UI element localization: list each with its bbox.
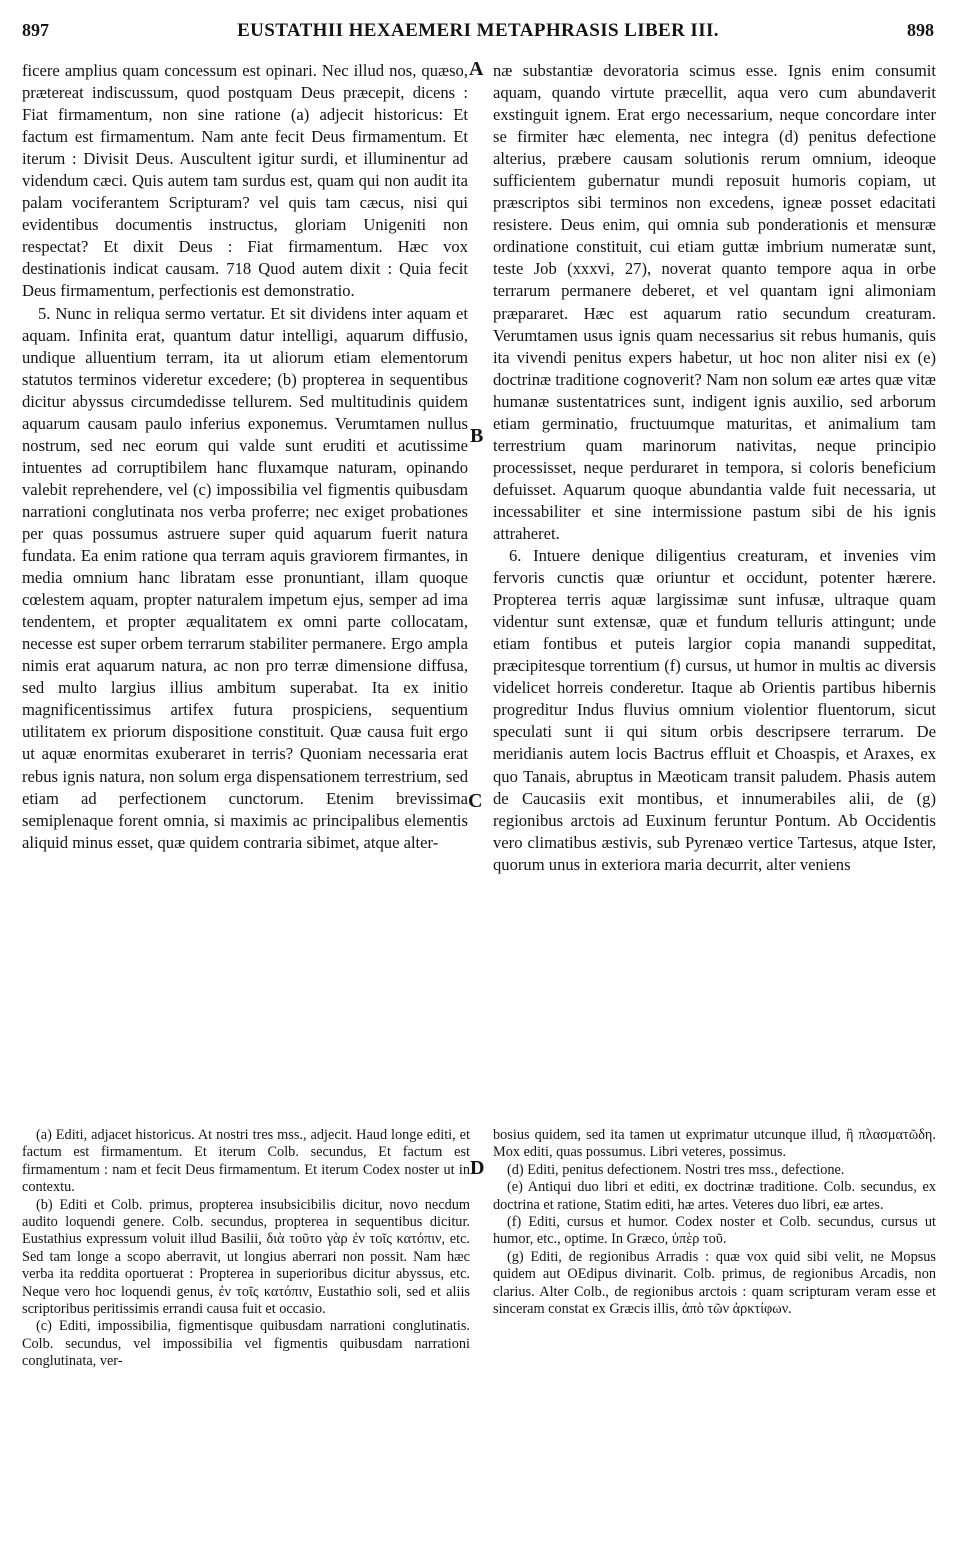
margin-letter-d: D (470, 1157, 485, 1179)
left-paragraph-2: 5. Nunc in reliqua sermo vertatur. Et sit dividens inter aquam et aquam. Infinita erat, quantum datur intelligi, aquarum diffusio, undique alluentium terram, ita ut aliorum etiam elementorum statutos terminos videretur excedere; (b) propterea in sequentibus dicitur abyssus circumdedisse tellurem. Sed multitudinis quidem aquarum causam paulo inferius exponemus. Verumtamen nullus nostrum, sed nec eorum qui valde sunt eruditi et acutissime intuentes ad corruptibilem hanc fluxamque naturam, opinando valebit reprehendere, vel (c) impossibilia vel figmentis quibusdam narrationi conglutinata nos verba proferre; nec exiget probationes per quas possumus astruere super quid aquarum fuerit natura fundata. Ea enim ratione qua terram aquis graviorem firmantes, in media omnium hanc libratam esse pronuntiant, illam quoque cœlestem aquam, propter naturalem impetum ejus, semper ad ima tendentem, et propter æqualitatem ex omni parte collocatam, necesse est super orbem terrarum stabiliter permanere. Ergo ampla nimis erat aquarum natura, ac non pro terræ dimensione diffusa, sed multo largius illius ambitum superabat. Ita ex initio magnificentissimus artifex futura prospiciens, sequentium utilitatem ex priorum dispositione constituit. Quæ causa fuit ergo ut aquæ enormitas exuberaret in terris? Quoniam necessaria erat rebus ignis natura, non solum erga dispensationem terrestrium, sed etiam ad perfectionem cunctorum. Etenim brevissima semiplenaque forent omnia, si maximis ac principalibus elementis aliquid minus esset, quæ quidem contraria sibimet, atque alter- (22, 303, 468, 852)
footnote-g: (g) Editi, de regionibus Arradis : quæ vox quid sibi velit, ne Mopsus quidem aut OEdipus divinarit. Colb. primus, de regionibus Arcadis, non clarius. Alter Colb., de regionibus arctois : quam scripturam veram esse et sinceram constat ex Græcis illis, ἀπὸ τῶν ἀρκτίφων. (493, 1248, 936, 1318)
right-paragraph-1: næ substantiæ devoratoria scimus esse. Ignis enim consumit aquam, quando virtute præcellit, aqua vero cum abundaverit exstinguit ignem. Erat ergo necessarium, neque concordare inter se firmiter hæc elementa, nec integra (d) penitus defectione alterius, præbere causam solutionis rerum omnium, ideoque sufficientem gubernatur mundi reposuit humoris copiam, ut præscriptos sibi terminos non excedens, igneæ posset edacitati resistere. Deus enim, qui omnia sub ponderationis et mensuræ ordinatione constituit, cui etiam guttæ imbrium numeratæ sunt, teste Job (xxxvi, 27), noverat quanto tempore aqua in orbe terrarum permanere deberet, et vel quantam igni alimoniam præpararet. Hæc est aquarum ratio secundum creaturam. Verumtamen usus ignis quam necessarius sit rebus humanis, quis ita vivendi penitus expers habetur, ut hoc non aliter nisi ex (e) doctrinæ traditione cognoverit? Nam non solum eæ artes quæ vitæ humanæ sustentatrices sunt, indigent ignis auxilio, sed arborum etiam germinatio, fructuumque maturitas, et animalium tam terrestrium quam marinorum nativitas, neque principio processisset, neque perduraret in tempora, si coloris beneficium defuisset. Aquarum quoque abundantia valde fuit necessaria, ut incessabiliter et sine intermissione pastum sibi de his ignis attraheret. (493, 61, 936, 543)
margin-letter-a: A (469, 58, 484, 80)
right-column (493, 60, 936, 876)
margin-letter-b: B (470, 425, 484, 447)
footnote-continuation: bosius quidem, sed ita tamen ut exprimatur utcunque illud, ἢ πλασματῶδη. Mox editi, quas possumus. Libri veteres, possimus. (493, 1127, 936, 1161)
left-paragraph-1: ficere amplius quam concessum est opinari. Nec illud nos, quæso, prætereat indiscussum, quod postquam Deus præcepit, dicens : Fiat firmamentum, non sine ratione (a) adjecit historicus: Et factum est firmamentum. Nam ante fecit Deus firmamentum. Et iterum : Divisit Deus. Auscultent igitur surdi, et illuminentur ad videndum cæci. Quis autem tam surdus est, quam qui non audit ita palam vociferantem Scripturam? vel quis tam cæcus, nisi qui evidentibus documentis instructus, gloriam Unigeniti non respectat? Et dixit Deus : Fiat firmamentum. Hæc vox destinationis indicat causam. 718 Quod autem dixit : Quia fecit Deus firmamentum, perfectionis est demonstratio. (22, 61, 468, 301)
right-paragraph-2: 6. Intuere denique diligentius creaturam, et invenies vim fervoris cunctis quæ oriuntur et occidunt, potenter hærere. Propterea terris aquæ largissimæ sunt infusæ, ultraque quam videntur sunt extensæ, quæ et fundum telluris attingunt; unde etiam fontibus et puteis largior copia manandi suppeditat, præcipitesque torrentium (f) cursus, ut humor in multis ac diversis videlicet horreis conderetur. Itaque ab Orientis partibus hibernis progreditur Indus fluvius omnium violentior fluentorum, sicut speculati sunt ii qui situm orbis descripsere terrarum. De meridianis autem locis Bactrus effluit et Choaspis, et Araxes, ex quo Tanais, abruptus in Mæoticam transit paludem. Phasis autem de Caucasiis exit montibus, et innumerabiles alii, de (g) regionibus arctois ad Euxinum feruntur Pontum. Ab Occidentis vero climatibus æstivis, sub Pyrenæo vertice Tartesus, atque Ister, quorum unus in exteriora maria decurrit, alter veniens (493, 546, 936, 874)
footnote-f: (f) Editi, cursus et humor. Codex noster et Colb. secundus, cursus ut humor, etc., optime. In Græco, ὑπὲρ τοῦ. (493, 1214, 936, 1248)
running-title: EUSTATHII HEXAEMERI METAPHRASIS LIBER III. (237, 20, 719, 41)
footnote-e: (e) Antiqui duo libri et editi, ex doctrinæ traditione. Colb. secundus, ex doctrina et ratione, Statim editi, hæ artes. Veteres duo libri, eæ artes. (493, 1179, 936, 1213)
margin-letter-c: C (468, 790, 483, 812)
footnote-b: (b) Editi et Colb. primus, propterea insubsicibilis dicitur, novo necdum audito loquendi genere. Colb. secundus, propterea in sequentibus dicitur. Eustathius expressum voluit illud Basilii, διὰ τοῦτο γὰρ ἐν τοῖς κατόπιν, etc. Sed tam longe a scopo aberravit, ut longius aberrari non possit. Nam hæc verba ita reddita oportuerat : Propterea in superioribus dicitur abyssus, etc. Neque vero hoc loquendi genus, ἐν τοῖς κατόπιν, Eustathio soli, sed et aliis scriptoribus peritissimis errandi causa fuit et occasio. (22, 1196, 470, 1318)
footnote-a: (a) Editi, adjacet historicus. At nostri tres mss., adjecit. Haud longe editi, et factum est firmamentum. Et iterum Colb. secundus, Et factum est firmamentum : nam et fecit Deus firmamentum. Et iterum Codex noster ut in contextu. (22, 1127, 470, 1196)
page-number-left: 897 (22, 20, 49, 40)
footnote-c: (c) Editi, impossibilia, figmentisque quibusdam narrationi conglutinatis. Colb. secundus, vel impossibilia vel figmentis quibusdam narrationi conglutinata, ver- (22, 1318, 470, 1370)
running-header (22, 20, 934, 46)
footnotes-right (493, 1127, 936, 1318)
left-column (22, 60, 468, 854)
footnote-d: (d) Editi, penitus defectionem. Nostri tres mss., defectione. (507, 1161, 845, 1178)
footnotes-left (22, 1127, 470, 1371)
page-number-right: 898 (907, 20, 934, 40)
